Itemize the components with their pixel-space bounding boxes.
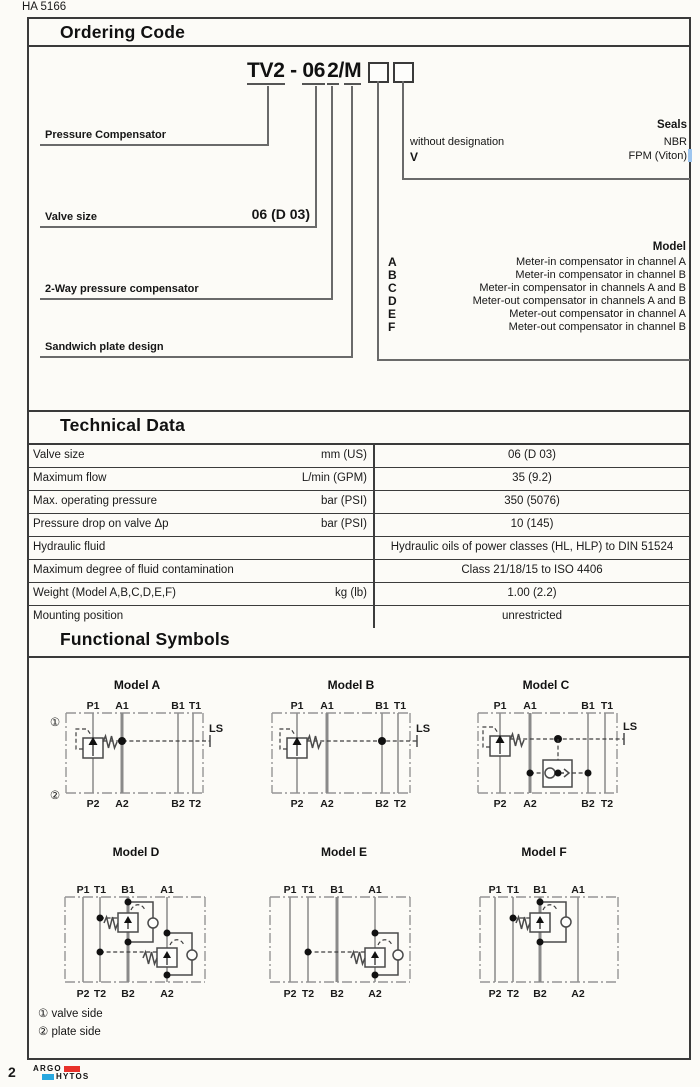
connector-series	[267, 86, 269, 146]
table-row	[27, 467, 691, 491]
port-label: P1	[86, 700, 100, 712]
footnote-text: plate side	[51, 1026, 101, 1038]
circled-one-mark: ①	[38, 1008, 49, 1020]
model-d-title: Model D	[112, 845, 160, 859]
port-label: P2	[283, 988, 297, 1000]
port-label: T1	[301, 884, 315, 896]
model-code-f: F	[388, 320, 396, 334]
check-valve-icon	[148, 918, 158, 928]
port-label: T1	[93, 884, 107, 896]
port-label: P2	[86, 798, 100, 810]
table-row	[27, 536, 691, 560]
spring-icon	[143, 952, 157, 964]
footnote-plate-side	[38, 1024, 101, 1038]
ls-label: LS	[208, 723, 224, 735]
port-label: B1	[375, 700, 389, 712]
value-valve-size: 06 (D 03)	[251, 206, 310, 222]
spring-icon	[510, 734, 524, 746]
model-desc-c: Meter-in compensator in channels A and B	[479, 282, 686, 294]
unit: kg (lb)	[335, 587, 367, 599]
connector-twoway	[331, 86, 333, 300]
ordering-code	[247, 59, 361, 83]
port-label: A2	[320, 798, 334, 810]
model-heading: Model	[652, 241, 686, 253]
code-separator: -	[284, 59, 303, 82]
model-d-schematic	[60, 855, 220, 1005]
label-sandwich: Sandwich plate design	[45, 341, 164, 353]
param: Hydraulic fluid	[33, 541, 106, 553]
value: Hydraulic oils of power classes (HL, HLP) to DIN 51524	[390, 541, 674, 553]
model-desc-d: Meter-out compensator in channels A and B	[472, 295, 686, 307]
port-label: A2	[160, 988, 174, 1000]
port-label: B2	[121, 988, 135, 1000]
port-label: P2	[488, 988, 502, 1000]
value: Class 21/18/15 to ISO 4406	[461, 564, 603, 576]
table-row	[27, 444, 691, 468]
underline-sandwich	[40, 356, 353, 358]
junction-dot	[164, 930, 171, 937]
value: unrestricted	[501, 610, 563, 622]
seals-value-fpm: FPM (Viton)	[628, 150, 687, 162]
spring-icon	[307, 736, 321, 748]
model-desc-a: Meter-in compensator in channel A	[516, 256, 686, 268]
code-sandwich: M	[344, 59, 361, 85]
port-label: P1	[488, 884, 502, 896]
underline-valve-size	[40, 226, 317, 228]
port-label: T1	[188, 700, 202, 712]
port-label: P1	[493, 700, 507, 712]
port-label: T2	[301, 988, 315, 1000]
port-label: B1	[121, 884, 135, 896]
code-slash: /	[338, 59, 345, 82]
ls-label: LS	[415, 723, 431, 735]
param: Mounting position	[33, 610, 124, 622]
table-row	[27, 559, 691, 583]
connector-sandwich	[351, 86, 353, 358]
model-e-schematic	[262, 855, 422, 1005]
port-label: B1	[330, 884, 344, 896]
label-twoway: 2-Way pressure compensator	[45, 283, 199, 295]
unit: L/min (GPM)	[301, 472, 367, 484]
port-label: B2	[375, 798, 389, 810]
seals-code-v: V	[410, 150, 419, 164]
param: Pressure drop on valve Δp	[33, 518, 169, 530]
pilot-curl	[170, 940, 184, 945]
param: Max. operating pressure	[33, 495, 158, 507]
param: Maximum degree of fluid contamination	[33, 564, 234, 576]
plate-side-mark: ②	[49, 790, 61, 802]
section-title-ordering: Ordering Code	[60, 22, 186, 42]
port-label: B2	[330, 988, 344, 1000]
check-valve-icon	[561, 917, 571, 927]
junction-dot	[527, 770, 534, 777]
port-label: B2	[581, 798, 595, 810]
port-label: T2	[188, 798, 202, 810]
code-size: 06	[302, 59, 325, 85]
port-label: B1	[171, 700, 185, 712]
port-label: A1	[368, 884, 382, 896]
port-label: A2	[523, 798, 537, 810]
port-label: A1	[115, 700, 129, 712]
page-number: 2	[8, 1064, 16, 1080]
port-label: T2	[393, 798, 407, 810]
junction-dot	[585, 770, 592, 777]
junction-dot	[537, 899, 544, 906]
unit: bar (PSI)	[320, 495, 367, 507]
model-code-b: B	[388, 268, 397, 282]
port-label: A2	[368, 988, 382, 1000]
model-b-schematic	[260, 695, 435, 815]
connector-model	[377, 81, 379, 361]
model-code-c: C	[388, 281, 397, 295]
junction-dot	[125, 899, 132, 906]
seals-code-none: without designation	[410, 136, 505, 148]
param: Weight (Model A,B,C,D,E,F)	[33, 587, 176, 599]
model-code-d: D	[388, 294, 397, 308]
spring-icon	[104, 917, 118, 929]
model-a-schematic	[40, 695, 240, 815]
model-desc-e: Meter-out compensator in channel A	[509, 308, 686, 320]
spring-icon	[351, 952, 365, 964]
port-label: B1	[581, 700, 595, 712]
port-label: A2	[571, 988, 585, 1000]
selection-artifact	[688, 149, 692, 162]
pilot-curl	[543, 905, 557, 910]
value: 06 (D 03)	[508, 449, 556, 461]
check-ball-icon	[545, 768, 555, 778]
valve-side-mark: ①	[49, 717, 61, 729]
port-label: P1	[290, 700, 304, 712]
port-label: T1	[393, 700, 407, 712]
port-label: P1	[76, 884, 90, 896]
unit: mm (US)	[321, 449, 367, 461]
port-label: A2	[115, 798, 129, 810]
junction-dot	[537, 939, 544, 946]
port-label: T1	[600, 700, 614, 712]
model-code-a: A	[388, 255, 397, 269]
port-label: B2	[171, 798, 185, 810]
spring-icon	[103, 736, 117, 748]
junction-dot	[378, 737, 386, 745]
connector-seals	[402, 81, 404, 179]
model-c-schematic	[468, 695, 648, 815]
brand-argo: ARGO	[33, 1064, 62, 1073]
value: 35 (9.2)	[512, 472, 552, 484]
port-label: P1	[283, 884, 297, 896]
doc-number: HA 5166	[22, 1, 67, 13]
value: 1.00 (2.2)	[507, 587, 557, 599]
argo-hytos-logo	[33, 1065, 89, 1081]
table-row	[27, 490, 691, 514]
junction-dot	[555, 770, 562, 777]
junction-dot	[372, 972, 379, 979]
logo-blue-block	[42, 1074, 54, 1080]
model-a-title: Model A	[113, 678, 161, 692]
ordering-header-rule	[27, 45, 691, 47]
port-label: T2	[600, 798, 614, 810]
section-title-symbols: Functional Symbols	[60, 629, 230, 649]
check-valve-icon	[393, 950, 403, 960]
port-label: T1	[506, 884, 520, 896]
code-model-box	[368, 62, 389, 83]
model-e-title: Model E	[320, 845, 367, 859]
model-desc-f: Meter-out compensator in channel B	[508, 321, 686, 333]
model-desc-b: Meter-in compensator in channel B	[515, 269, 686, 281]
check-valve-icon	[187, 950, 197, 960]
model-code-e: E	[388, 307, 397, 321]
port-label: A1	[320, 700, 334, 712]
model-box-bottom	[377, 359, 690, 361]
port-label: T2	[506, 988, 520, 1000]
model-b-title: Model B	[327, 678, 375, 692]
underline-twoway	[40, 298, 333, 300]
port-label: A1	[160, 884, 174, 896]
footnote-text: valve side	[51, 1008, 103, 1020]
junction-dot	[97, 949, 104, 956]
underline-pressure-compensator	[40, 144, 269, 146]
junction-dot	[510, 915, 517, 922]
junction-dot	[118, 737, 126, 745]
junction-dot	[372, 930, 379, 937]
port-label: B2	[533, 988, 547, 1000]
brand-hytos: HYTOS	[56, 1072, 90, 1081]
seals-heading: Seals	[656, 119, 687, 131]
technical-top-rule	[27, 410, 691, 412]
label-pressure-compensator: Pressure Compensator	[45, 129, 167, 141]
value: 10 (145)	[510, 518, 554, 530]
junction-dot	[305, 949, 312, 956]
junction-dot	[97, 915, 104, 922]
unit: bar (PSI)	[320, 518, 367, 530]
code-twoway: 2	[327, 59, 338, 85]
port-label: P2	[76, 988, 90, 1000]
connector-size	[315, 86, 317, 228]
table-row	[27, 605, 691, 628]
footnote-valve-side	[38, 1006, 103, 1020]
param: Valve size	[33, 449, 85, 461]
pilot-curl	[131, 905, 145, 910]
port-label: A1	[523, 700, 537, 712]
port-label: B1	[533, 884, 547, 896]
spring-icon	[516, 917, 530, 929]
pilot-curl	[378, 940, 392, 945]
model-c-title: Model C	[522, 678, 570, 692]
ls-label: LS	[622, 721, 638, 733]
circled-two-mark: ②	[38, 1026, 49, 1038]
value: 350 (5076)	[504, 495, 560, 507]
junction-dot	[125, 939, 132, 946]
table-row	[27, 582, 691, 606]
model-f-schematic	[470, 855, 630, 1005]
table-row	[27, 513, 691, 537]
section-title-technical: Technical Data	[60, 415, 186, 435]
port-label: A1	[571, 884, 585, 896]
param: Maximum flow	[33, 472, 107, 484]
code-seals-box	[393, 62, 414, 83]
port-label: P2	[493, 798, 507, 810]
symbols-header-rule	[27, 656, 691, 658]
model-f-title: Model F	[521, 845, 567, 859]
seals-value-nbr: NBR	[663, 136, 687, 148]
code-series: TV2	[247, 59, 285, 85]
port-label: T2	[93, 988, 107, 1000]
port-label: P2	[290, 798, 304, 810]
seals-box-bottom	[402, 178, 690, 180]
junction-dot	[164, 972, 171, 979]
label-valve-size: Valve size	[45, 211, 97, 223]
